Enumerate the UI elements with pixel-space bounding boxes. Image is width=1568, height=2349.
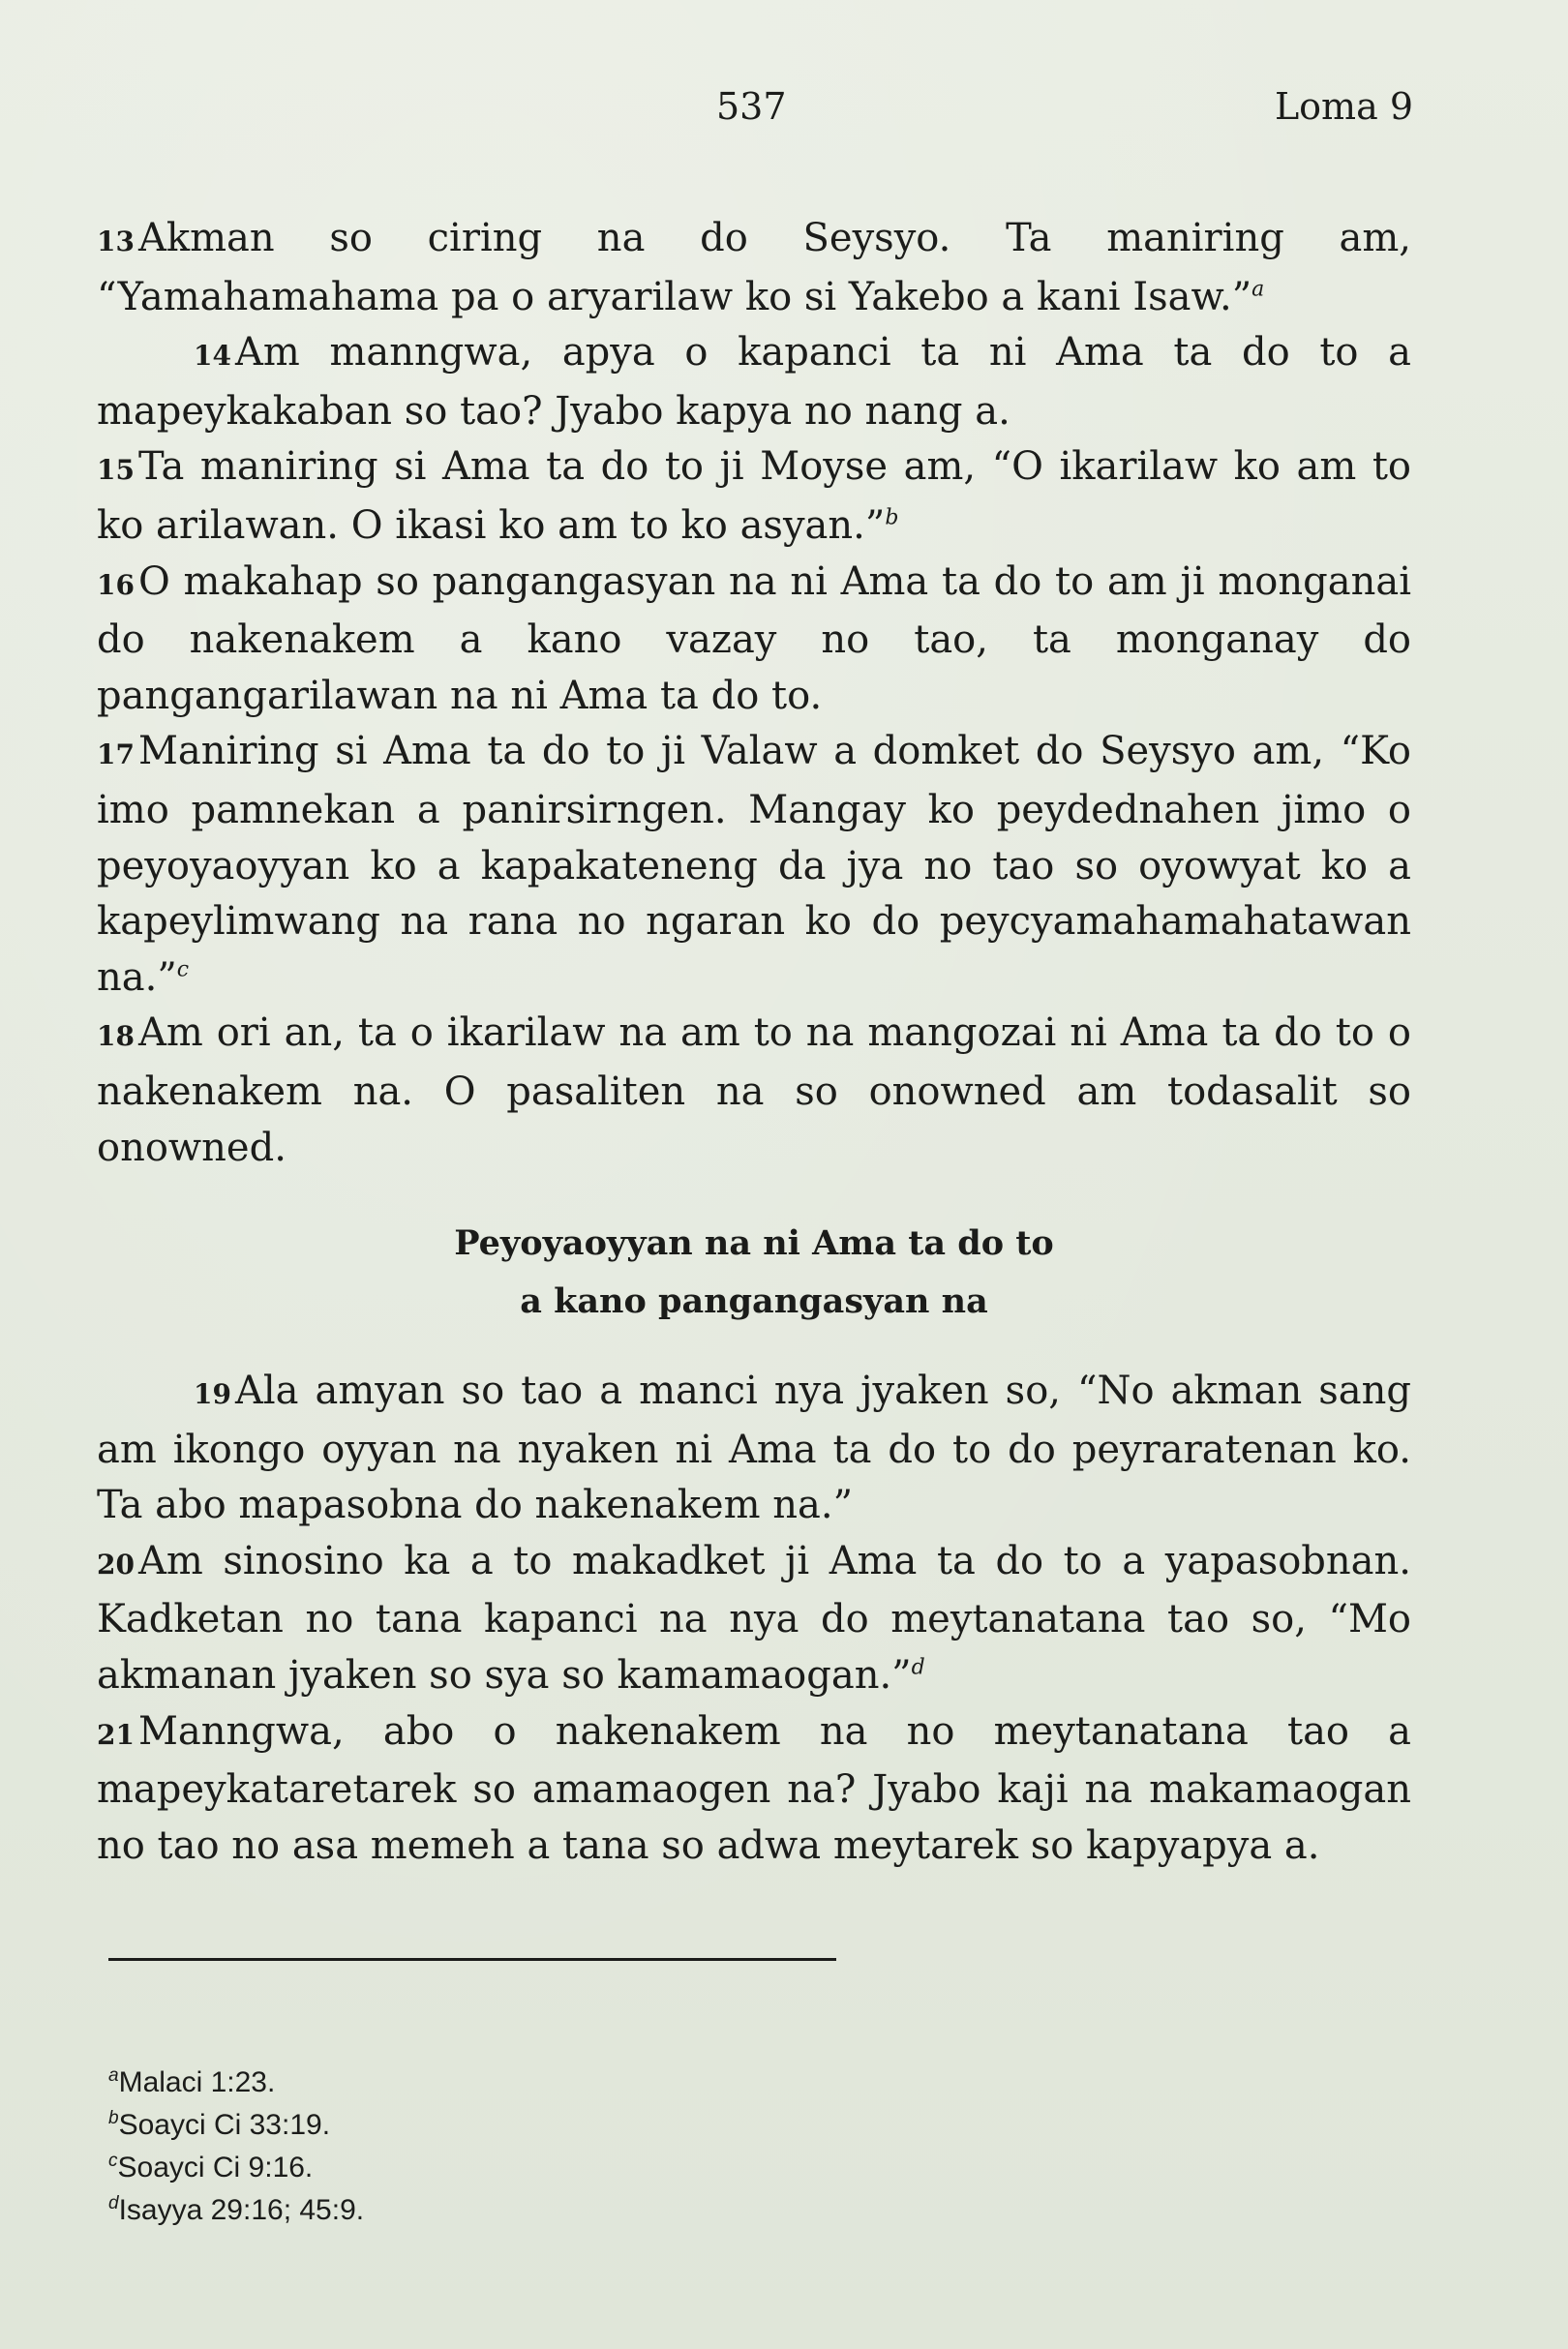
verse-text: Am manngwa, apya o kapanci ta ni Ama ta do to a mapeykakaban so tao? Jyabo kapya no nang a. [97, 330, 1411, 434]
footnote-c [108, 2147, 364, 2189]
verse-text: Akman so ciring na do Seysyo. Ta maniring am, “Yamahamahama pa o aryarilaw ko si Yakebo a kani Isaw.” [97, 216, 1411, 319]
footnote-ref[interactable]: a [1251, 277, 1265, 302]
verse-text: Am ori an, ta o ikarilaw na am to na mangozai ni Ama ta do to o nakenakem na. O pasaliten na so onowned am todasalit so onowned. [97, 1010, 1411, 1170]
footnote-text: Malaci 1:23. [118, 2066, 276, 2098]
verse-17 [97, 724, 1411, 1006]
verse-text: Ta maniring si Ama ta do to ji Moyse am, “O ikarilaw ko am to ko arilawan. O ikasi ko am to ko asyan.” [97, 444, 1411, 548]
verse-number: 18 [97, 1020, 135, 1053]
verse-number: 21 [97, 1718, 135, 1751]
verse-number: 19 [194, 1378, 231, 1411]
footnote-ref[interactable]: d [911, 1655, 925, 1680]
footnote-ref[interactable]: b [885, 505, 899, 530]
section-heading [97, 1215, 1411, 1331]
verse-number: 14 [194, 340, 231, 373]
section-heading-line-1: Peyoyaoyyan na ni Ama ta do to [454, 1223, 1054, 1264]
footnote-b [108, 2104, 364, 2147]
footnote-a [108, 2062, 364, 2104]
verse-21 [97, 1704, 1411, 1875]
footnote-mark: b [108, 2108, 119, 2128]
verse-number: 16 [97, 568, 135, 601]
page-number: 537 [716, 85, 787, 128]
verse-20 [97, 1534, 1411, 1704]
verse-15 [97, 439, 1411, 554]
page-header [97, 85, 1413, 134]
verse-14 [97, 325, 1411, 439]
verse-text: O makahap so pangangasyan na ni Ama ta do to am ji monganai do nakenakem a kano vazay no tao, ta monganay do pangangarilawan na ni Ama ta do to. [97, 558, 1411, 718]
footnote-text: Soayci Ci 33:19. [118, 2109, 331, 2141]
verse-19 [97, 1364, 1411, 1534]
verse-number: 15 [97, 454, 135, 487]
verse-16 [97, 555, 1411, 725]
verse-number: 13 [97, 226, 135, 257]
running-head: Loma 9 [1274, 85, 1413, 128]
verse-text: Ala amyan so tao a manci nya jyaken so, “No akman sang am ikongo oyyan na nyaken ni Ama ta do to do peyraratenan ko. Ta abo mapasobna do nakenakem na.” [97, 1369, 1411, 1528]
footnote-ref[interactable]: c [176, 957, 190, 982]
footnote-text: Soayci Ci 9:16. [117, 2152, 314, 2183]
footnote-text: Isayya 29:16; 45:9. [118, 2194, 365, 2226]
verse-text: Maniring si Ama ta do to ji Valaw a domket do Seysyo am, “Ko imo pamnekan a panirsirngen. Mangay ko peydednahen jimo o peyoyaoyyan ko a kapakateneng da jya no tao so oyowyat ko a kapeylimwang na rana no ngaran ko do peycyamahamahatawan na.” [97, 729, 1411, 1000]
footnote-mark: c [108, 2151, 118, 2171]
verse-18 [97, 1006, 1411, 1176]
footnote-mark: a [108, 2065, 119, 2086]
footnote-mark: d [108, 2193, 119, 2213]
footnote-divider [108, 1958, 836, 1961]
footnote-d [108, 2189, 364, 2232]
verse-text: Am sinosino ka a to makadket ji Ama ta do to a yapasobnan. Kadketan no tana kapanci na nya do meytanatana tao so, “Mo akmanan jyaken so sya so kamamaogan.” [97, 1538, 1411, 1699]
verse-number: 17 [97, 738, 135, 771]
body-text [97, 211, 1411, 1874]
verse-text: Manngwa, abo o nakenakem na no meytanatana tao a mapeykataretarek so amamaogen na? Jyabo kaji na makamaogan no tao no asa memeh a tana so adwa meytarek so kapyapya a. [97, 1708, 1411, 1868]
verse-number: 20 [97, 1548, 135, 1581]
footnotes [108, 2062, 364, 2232]
verse-13 [97, 211, 1411, 325]
section-heading-line-2: a kano pangangasyan na [520, 1281, 988, 1322]
